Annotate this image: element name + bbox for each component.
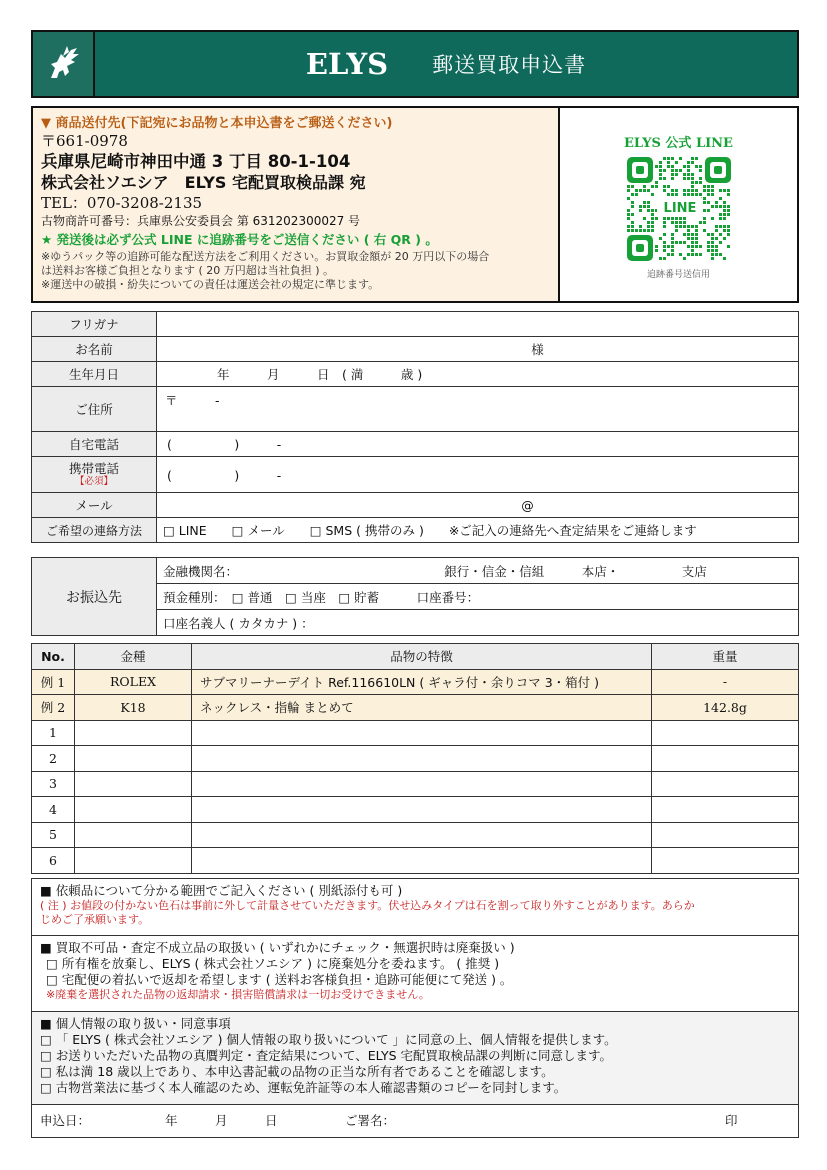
example-no: 例 1	[32, 669, 75, 695]
kind-cell[interactable]	[75, 848, 192, 874]
qr-panel	[560, 108, 797, 301]
example-no: 例 2	[32, 695, 75, 721]
mobile-label-text: 携帯電話	[68, 460, 119, 476]
kind-cell[interactable]	[75, 746, 192, 772]
shipping-section	[31, 106, 799, 303]
weight-cell[interactable]	[652, 720, 799, 746]
desc-cell[interactable]	[192, 848, 652, 874]
mobile-field[interactable]: ( ) -	[157, 457, 799, 493]
name-suffix: 様	[531, 342, 544, 357]
item-row-6	[32, 848, 799, 874]
title-bar	[95, 32, 797, 96]
row-number: 1	[32, 720, 75, 746]
qr-title: ELYS 公式 LINE	[624, 136, 733, 151]
notes-section	[31, 878, 799, 1138]
date-field[interactable]: 年 月 日	[165, 1113, 278, 1128]
item-row-5	[32, 822, 799, 848]
example-weight: 142.8g	[652, 695, 799, 721]
example-row-2	[32, 695, 799, 721]
shipping-heading: ▼ 商品送付先(下記宛にお品物と本申込書をご郵送ください)	[41, 116, 393, 131]
mobile-label	[32, 457, 157, 493]
furigana-label: フリガナ	[32, 312, 157, 337]
item-row-3	[32, 771, 799, 797]
example-weight: -	[652, 669, 799, 695]
home-tel-field[interactable]: ( ) -	[157, 432, 799, 457]
items-table	[31, 643, 799, 874]
date-label: 申込日：	[40, 1113, 91, 1128]
desc-cell[interactable]	[192, 746, 652, 772]
seal-mark[interactable]: 印	[725, 1113, 738, 1128]
example-row-1	[32, 669, 799, 695]
contact-method-options[interactable]: □ LINE □ メール □ SMS ( 携帯のみ ) ※ご記入の連絡先へ査定結果をご連絡します	[157, 518, 799, 543]
address-label: ご住所	[32, 387, 157, 432]
birthdate-field[interactable]: 年 月 日 ( 満 歳 )	[157, 362, 799, 387]
name-field[interactable]	[157, 337, 799, 362]
contact-method-label: ご希望の連絡方法	[32, 518, 157, 543]
dispose-warning: ※廃棄を選択された品物の返却請求・損害賠償請求は一切お受けできません。	[46, 988, 430, 1001]
furigana-field[interactable]	[157, 312, 799, 337]
stone-warning-1: ( 注 ) お値段の付かない色石は事前に外して計量させていただきます。伏せ込みタイプは石を割って取り外すことがあります。あらか	[40, 899, 695, 912]
pegasus-icon	[41, 42, 85, 86]
form-header	[31, 30, 799, 98]
consent-check-4[interactable]: □ 古物営業法に基づく本人確認のため、運転免許証等の本人確認書類のコピーを同封します。	[40, 1080, 567, 1095]
dealer-license: 古物商許可番号：兵庫県公安委員会 第 631202300027 号	[41, 214, 361, 228]
desc-cell[interactable]	[192, 771, 652, 797]
signature-row	[32, 1105, 798, 1137]
name-label: お名前	[32, 337, 157, 362]
account-type-field[interactable]: 預金種別： □ 普通 □ 当座 □ 貯蓄 口座番号：	[157, 584, 799, 610]
desc-cell[interactable]	[192, 822, 652, 848]
row-number: 5	[32, 822, 75, 848]
consent-check-1[interactable]: □ 「 ELYS ( 株式会社ソエシア ) 個人情報の取り扱いについて 」に同意の上、個人情報を提供します。	[40, 1032, 617, 1047]
account-holder-field[interactable]: 口座名義人 ( カタカナ ) ：	[157, 610, 799, 636]
kind-cell[interactable]	[75, 797, 192, 823]
example-desc: ネックレス・指輪 まとめて	[192, 695, 652, 721]
email-label: メール	[32, 493, 157, 518]
dispose-option[interactable]: □ 所有権を放棄し、ELYS ( 株式会社ソエシア ) に廃棄処分を委ねます。 ( 推奨 )	[46, 956, 500, 971]
kind-cell[interactable]	[75, 720, 192, 746]
example-desc: サブマリーナーデイト Ref.116610LN ( ギャラ付・余りコマ 3・箱付 )	[192, 669, 652, 695]
desc-cell[interactable]	[192, 720, 652, 746]
shipping-address-panel	[33, 108, 560, 301]
birthdate-label: 生年月日	[32, 362, 157, 387]
item-row-2	[32, 746, 799, 772]
weight-cell[interactable]	[652, 771, 799, 797]
privacy-consent	[32, 1012, 798, 1105]
row-number: 4	[32, 797, 75, 823]
document-title: 郵送買取申込書	[432, 53, 587, 77]
shipping-tel: TEL：070-3208-2135	[41, 194, 203, 212]
brand-name: ELYS	[305, 47, 389, 81]
weight-cell[interactable]	[652, 797, 799, 823]
shipping-note-1: ※ゆうパック等の追跡可能な配送方法をご利用ください。お買取金額が 20 万円以下の場合	[41, 250, 490, 263]
line-qr-code-icon[interactable]	[627, 157, 731, 261]
item-row-4	[32, 797, 799, 823]
weight-cell[interactable]	[652, 848, 799, 874]
customer-info-table	[31, 311, 799, 543]
consent-check-3[interactable]: □ 私は満 18 歳以上であり、本申込書記載の品物の正当な所有者であることを確認します。	[40, 1064, 554, 1079]
address-field[interactable]: 〒 -	[157, 387, 799, 432]
row-number: 6	[32, 848, 75, 874]
consent-title: ■ 個人情報の取り扱い・同意事項	[40, 1016, 231, 1031]
signature-label: ご署名：	[345, 1113, 396, 1128]
shipping-note-2: は送料お客様ご負担となります ( 20 万円超は当社負担 ) 。	[41, 264, 335, 277]
col-kind-header: 金種	[75, 644, 192, 670]
row-number: 3	[32, 771, 75, 797]
return-option[interactable]: □ 宅配便の着払いで返却を希望します ( 送料お客様負担・追跡可能便にて発送 ) 。	[46, 972, 513, 987]
weight-cell[interactable]	[652, 746, 799, 772]
postal-code: 〒661-0978	[41, 132, 128, 150]
unpurchasable-handling	[32, 936, 798, 1012]
example-kind: ROLEX	[75, 669, 192, 695]
weight-cell[interactable]	[652, 822, 799, 848]
kind-cell[interactable]	[75, 822, 192, 848]
line-notice: ★ 発送後は必ず公式 LINE に追跡番号をご送信ください ( 右 QR ) 。	[41, 232, 438, 247]
shipping-address: 兵庫県尼崎市神田中通 3 丁目 80-1-104	[41, 152, 351, 171]
kind-cell[interactable]	[75, 771, 192, 797]
consent-check-2[interactable]: □ お送りいただいた品物の真贋判定・査定結果について、ELYS 宅配買取検品課の判断に同意します。	[40, 1048, 613, 1063]
item-row-1	[32, 720, 799, 746]
item-details-notice	[32, 879, 798, 936]
bank-name-field[interactable]: 金融機関名： 銀行・信金・信組 本店・ 支店	[157, 558, 799, 584]
qr-caption: 追跡番号送信用	[646, 270, 710, 280]
shipping-recipient: 株式会社ソエシア ELYS 宅配買取検品課 宛	[41, 173, 366, 192]
required-mark: 【必須】	[74, 475, 113, 487]
bank-label: お振込先	[32, 558, 157, 636]
email-field[interactable]: @	[157, 493, 799, 518]
qr-center-text: LINE	[663, 201, 696, 216]
pegasus-logo	[33, 32, 95, 96]
col-desc-header: 品物の特徴	[192, 644, 652, 670]
details-title: ■ 依頼品について分かる範囲でご記入ください ( 別紙添付も可 )	[40, 883, 403, 898]
desc-cell[interactable]	[192, 797, 652, 823]
col-no-header: No.	[32, 644, 75, 670]
bank-info-table	[31, 557, 799, 636]
home-tel-label: 自宅電話	[32, 432, 157, 457]
col-weight-header: 重量	[652, 644, 799, 670]
stone-warning-2: じめご了承願います。	[40, 913, 150, 926]
example-kind: K18	[75, 695, 192, 721]
shipping-note-3: ※運送中の破損・紛失についての責任は運送会社の規定に準じます。	[41, 278, 380, 291]
row-number: 2	[32, 746, 75, 772]
handling-title: ■ 買取不可品・査定不成立品の取扱い ( いずれかにチェック・無選択時は廃棄扱い )	[40, 940, 515, 955]
